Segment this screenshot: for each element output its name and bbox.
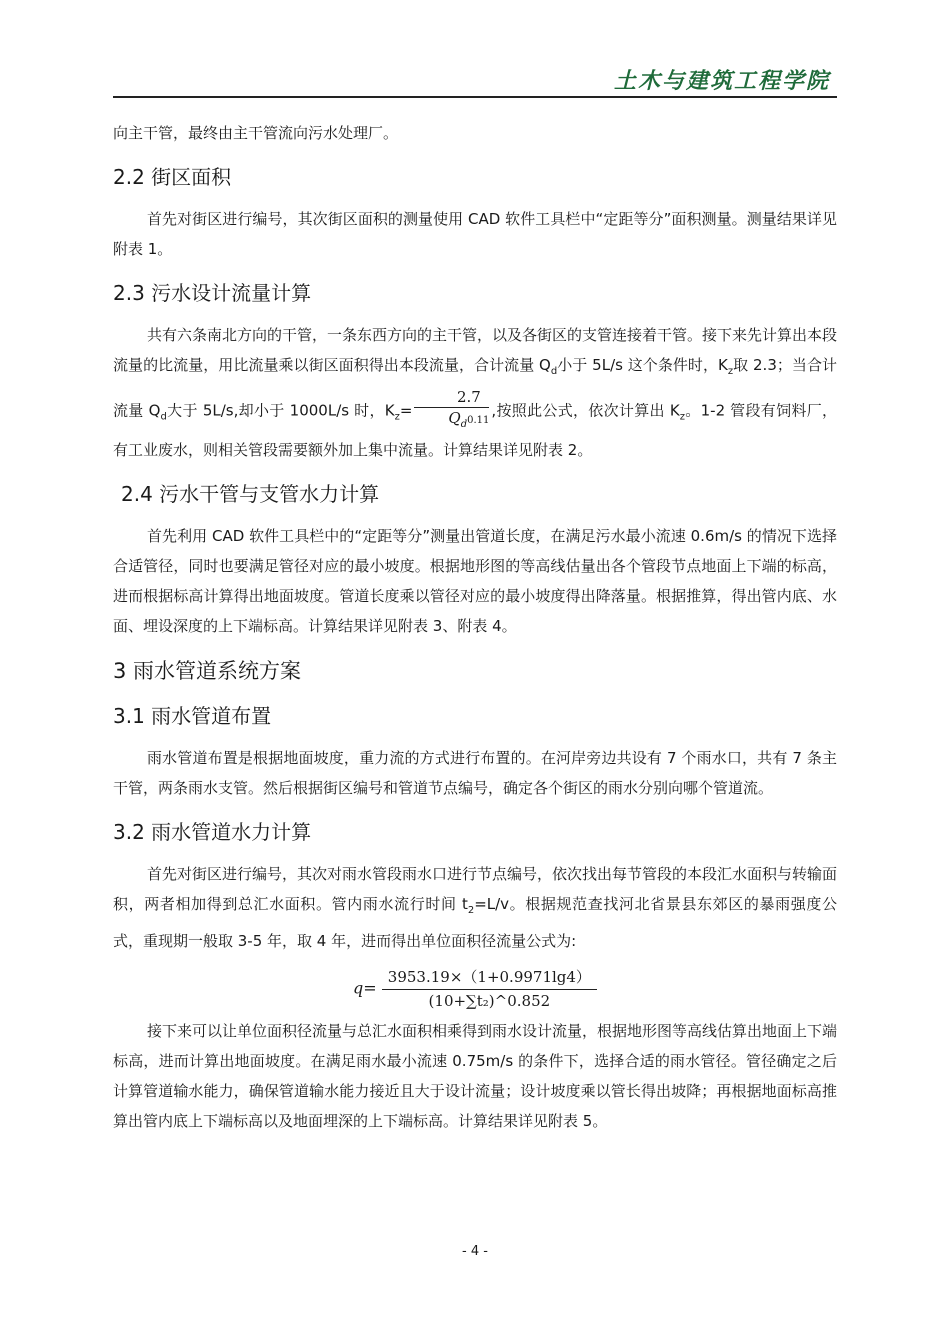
- formula-denominator: (10+∑t₂)^0.852: [428, 992, 551, 1010]
- text-segment: 共有六条南北方向的干管，一条东西方向的主干管，以及各街区的支管连接着干管。接下来先计算出本段流量的比流量，用比流量乘以街区面积得出本段流量，合计流量 Q: [113, 326, 838, 374]
- heading-2-2: 2.2 街区面积: [113, 165, 232, 189]
- paragraph-2-4: 首先利用 CAD 软件工具栏中的“定距等分”测量出管道长度，在满足污水最小流速 0.6m/s 的情况下选择合适管径，同时也要满足管径对应的最小坡度。根据地形图的等高线估量出各个管段节点地面上下端的标高，进而根据标高计算得出地面坡度。管道长度乘以管径对应的最小坡度得出降落量。根据推算，得出管内底、水面、埋设深度的上下端标高。计算结果详见附表 3、附表 4。: [113, 527, 837, 635]
- paragraph-3-2a: [113, 859, 837, 956]
- kz-denominator: [414, 408, 489, 435]
- text-segment: =L/v。根据规范查找河北省景县东郊区的暴雨强度公式，重现期一般取 3-5 年，取 4 年，进而得出单位面积径流量公式为:: [113, 895, 837, 950]
- paragraph-2-3: [113, 320, 837, 465]
- paragraph-2-2: 首先对街区进行编号，其次街区面积的测量使用 CAD 软件工具栏中“定距等分”面积测量。测量结果详见附表 1。: [113, 210, 837, 258]
- heading-3-2: 3.2 雨水管道水力计算: [113, 820, 312, 844]
- text-segment: 。1-2 管段有饲料厂，有工业废水，则相关管段需要额外加上集中流量。计算结果详见附表 2。: [113, 401, 838, 459]
- text-segment: 取 2.3；当合计流量 Q: [113, 356, 837, 420]
- subscript: d: [160, 411, 167, 423]
- text-segment: =: [399, 401, 413, 420]
- paragraph-3-2b: 接下来可以让单位面积径流量与总汇水面积相乘得到雨水设计流量，根据地形图等高线估算出地面上下端标高，进而计算出地面坡度。在满足雨水最小流速 0.75m/s 的条件下，选择合适的雨水管径。管径确定之后计算管道输水能力，确保管道输水能力接近且大于设计流量；设计坡度乘以管长得出坡降；再根据地面标高推算出管内底上下端标高以及地面埋深的上下端标高。计算结果详见附表 5。: [113, 1022, 838, 1130]
- kz-numerator: 2.7: [414, 387, 489, 408]
- subscript: z: [679, 411, 685, 423]
- header-logo: 土木与建筑工程学院: [613, 68, 830, 94]
- paragraph-3-1: 雨水管道布置是根据地面坡度，重力流的方式进行布置的。在河岸旁边共设有 7 个雨水口，共有 7 条主干管，两条雨水支管。然后根据街区编号和管道节点编号，确定各个街区的雨水分别向哪个管道流。: [113, 749, 837, 797]
- header-rule: [113, 96, 837, 98]
- formula-numerator: 3953.19×（1+0.9971lg4）: [382, 966, 597, 990]
- page-number: - 4 -: [462, 1244, 488, 1259]
- subscript: d: [550, 366, 558, 377]
- heading-2-4: 2.4 污水干管与支管水力计算: [121, 482, 380, 506]
- text-segment: 小于 5L/s 这个条件时，K: [557, 356, 728, 374]
- heading-2-3: 2.3 污水设计流量计算: [113, 281, 312, 305]
- heading-3: 3 雨水管道系统方案: [113, 659, 302, 683]
- formula-lhs: q=: [353, 978, 377, 998]
- subscript: z: [727, 366, 734, 377]
- formula-fraction: [382, 966, 597, 1010]
- heading-3-1: 3.1 雨水管道布置: [113, 704, 272, 728]
- text-segment: ,按照此公式，依次计算出 K: [491, 401, 680, 420]
- kz-den-var: Q: [448, 409, 461, 427]
- kz-den-sub: d: [460, 419, 468, 430]
- kz-den-exp: 0.11: [467, 415, 490, 426]
- kz-formula: [414, 387, 489, 435]
- text-segment: 首先对街区进行编号，其次对雨水管段雨水口进行节点编号，依次找出每节管段的本段汇水面积与转输面积，两者相加得到总汇水面积。管内雨水流行时间 t: [113, 865, 838, 913]
- subscript: z: [394, 411, 400, 423]
- page-content: [113, 118, 837, 1136]
- paragraph-continued: 向主干管，最终由主干管流向污水处理厂。: [113, 124, 399, 142]
- rainfall-formula: [113, 966, 837, 1010]
- subscript: 2: [467, 905, 475, 916]
- text-segment: 大于 5L/s,却小于 1000L/s 时，K: [166, 401, 395, 420]
